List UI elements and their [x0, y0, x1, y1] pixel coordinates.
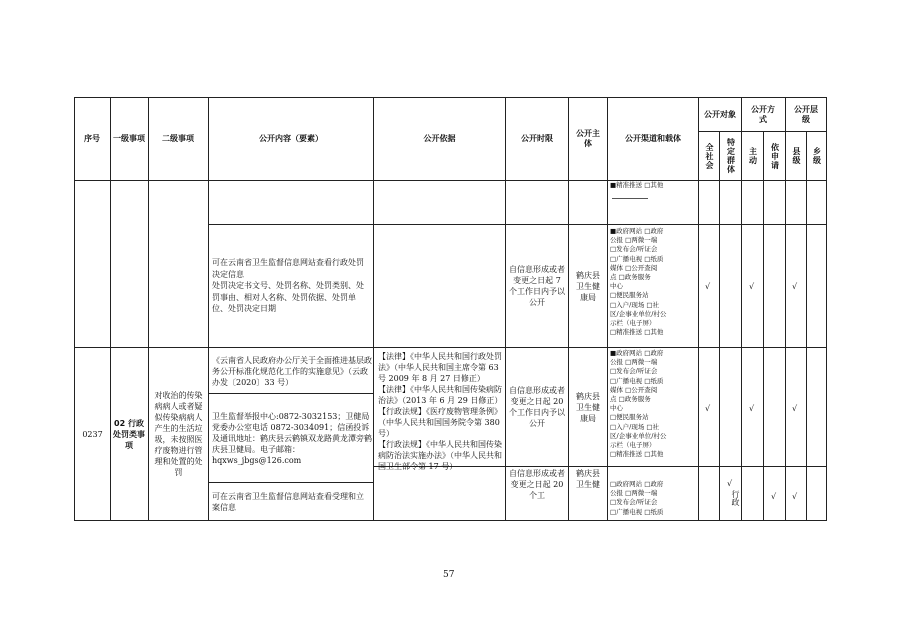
- row-b-content-2: 卫生监督举报中心:0872-3032153；卫健局党委办公室电话 0872-3034091；信函投诉及通讯地址：鹤庆县云鹤镇双龙路黄龙潭旁鹤庆县卫健局。电子邮箱：hqxws_jbgs@126.com: [212, 411, 372, 465]
- row-c-specific-text: 行政: [731, 490, 740, 506]
- row-a-mark-all: √: [705, 282, 711, 291]
- channel-item: 区/企事业单位/村公: [610, 309, 667, 318]
- row-b-time-limit: 自信息形成或者变更之日起 20 个工作日内予以公开: [509, 386, 565, 428]
- channel-item: 区/企事业单位/村公: [610, 431, 667, 440]
- channel-underline: [612, 198, 648, 199]
- channel-item: 媒体 □公开查阅: [610, 385, 658, 394]
- channel-item: □入户/现场 □社: [610, 422, 660, 431]
- row-b-content-1: 《云南省人民政府办公厅关于全面推进基层政务公开标准化规范化工作的实施意见》（云政办发〔2020〕33 号）: [212, 355, 372, 387]
- channel-item: □精准推送 □其他: [610, 328, 664, 337]
- row-c-mark-specific: √: [727, 479, 733, 488]
- channel-item: □入户/现场 □社: [610, 300, 660, 309]
- header-basis: 公开依据: [423, 134, 456, 143]
- header-object-specific: 特定群体: [726, 138, 736, 174]
- channel-list-top: [610, 181, 698, 190]
- channel-item: 示栏（电子屏）: [610, 319, 656, 328]
- channel-item: 中心: [610, 282, 623, 291]
- header-level: 公开层级: [794, 104, 818, 124]
- channel-item: □便民服务站: [610, 413, 649, 422]
- channel-item: □精准推送 □其他: [610, 450, 664, 459]
- channel-item: □发布会/听证会: [610, 245, 658, 254]
- header-subject: 公开主体: [576, 129, 600, 148]
- row-b-level1: 02 行政处罚类事项: [113, 418, 145, 450]
- channel-item: □便民服务站: [610, 291, 649, 300]
- row-b-mark-county: √: [792, 404, 798, 413]
- row-c-time-limit: 自信息形成或者变更之日起 20 个工: [509, 469, 565, 500]
- channel-item: ■政府网站 □政府: [610, 227, 664, 235]
- channel-item: 点 □政务服务: [610, 395, 651, 404]
- header-time-limit: 公开时限: [521, 134, 553, 143]
- row-a-mark-county: √: [792, 282, 798, 291]
- header-level2: 二级事项: [162, 134, 194, 143]
- row-a-time-limit: 自信息形成或者变更之日起 7 个工作日内予以公开: [509, 265, 565, 307]
- channel-item: □发布会/听证会: [610, 367, 658, 376]
- row-a-mark-active: √: [749, 282, 755, 291]
- channel-item: ■精准推送 □其他: [610, 181, 664, 189]
- row-b-basis: 【法律】《中华人民共和国行政处罚法》（中华人民共和国主席令第 63 号 2009 年 8 月 27 日修正） 【法律】《中华人民共和国传染病防治法》（2013 年 6 月 29 日修正） 【行政法规】《医疗废物管理条例》（中华人民共和国国务院令第 380 号） 【行政法规】《中华人民共和国传染病防治法实施办法》（中华人民共和国卫生部令第 17 号）: [378, 352, 503, 471]
- page-number: 57: [443, 570, 455, 580]
- channel-item: □广播电视 □纸质: [610, 507, 664, 516]
- channel-list-row-b: [610, 349, 698, 459]
- row-c-mark-county: √: [792, 492, 798, 501]
- row-c-subject: 鹤庆县卫生健: [576, 469, 600, 489]
- row-b-mark-active: √: [749, 404, 755, 413]
- channel-item: 公报 □两微一端: [610, 236, 658, 245]
- row-a-content: 可在云南省卫生监督信息网站查看行政处罚决定信息 处罚决定书文号、处罚名称、处罚类别、处罚事由、相对人名称、处罚依据、处罚单位、处罚决定日期: [212, 258, 364, 314]
- channel-item: □广播电视 □纸质: [610, 376, 664, 385]
- row-c-content: 可在云南省卫生监督信息网站查看受理和立案信息: [212, 492, 364, 512]
- row-c-mark-apply: √: [771, 492, 777, 501]
- channel-item: □发布会/听证会: [610, 498, 658, 507]
- channel-item: 公报 □两微一端: [610, 489, 658, 498]
- row-b-seq: 0237: [82, 429, 103, 439]
- row-b-subject: 鹤庆县卫生健康局: [576, 391, 600, 423]
- channel-item: □广播电视 □纸质: [610, 254, 664, 263]
- header-content: 公开内容（要素）: [259, 134, 323, 143]
- channel-item: 中心: [610, 404, 623, 413]
- header-channel: 公开渠道和载体: [625, 134, 681, 143]
- channel-item: 点 □政务服务: [610, 273, 651, 282]
- header-level-county: 县级: [792, 147, 801, 165]
- channel-item: □政府网站 □政府: [610, 480, 664, 488]
- header-method-apply: 依申请: [770, 142, 780, 170]
- channel-item: 公报 □两微一端: [610, 358, 658, 367]
- channel-list-row-c: [610, 480, 698, 517]
- channel-item: 示栏（电子屏）: [610, 441, 656, 450]
- row-b-mark-all: √: [705, 404, 711, 413]
- header-method-active: 主动: [748, 147, 758, 165]
- channel-item: 媒体 □公开查阅: [610, 263, 658, 272]
- channel-item: ■政府网站 □政府: [610, 349, 664, 357]
- header-method: 公开方式: [751, 104, 775, 124]
- header-level-town: 乡级: [812, 147, 822, 165]
- header-object-all: 全社会: [705, 142, 714, 170]
- row-a-subject: 鹤庆县卫生健康局: [576, 270, 600, 302]
- header-seq: 序号: [84, 134, 100, 143]
- row-b-level2: 对收治的传染病病人或者疑似传染病病人产生的生活垃圾，未按照医疗废物进行管理和处置的处罚: [154, 391, 203, 477]
- header-object: 公开对象: [704, 109, 736, 119]
- header-level1: 一级事项: [113, 134, 145, 143]
- channel-list-row-a: [610, 227, 698, 337]
